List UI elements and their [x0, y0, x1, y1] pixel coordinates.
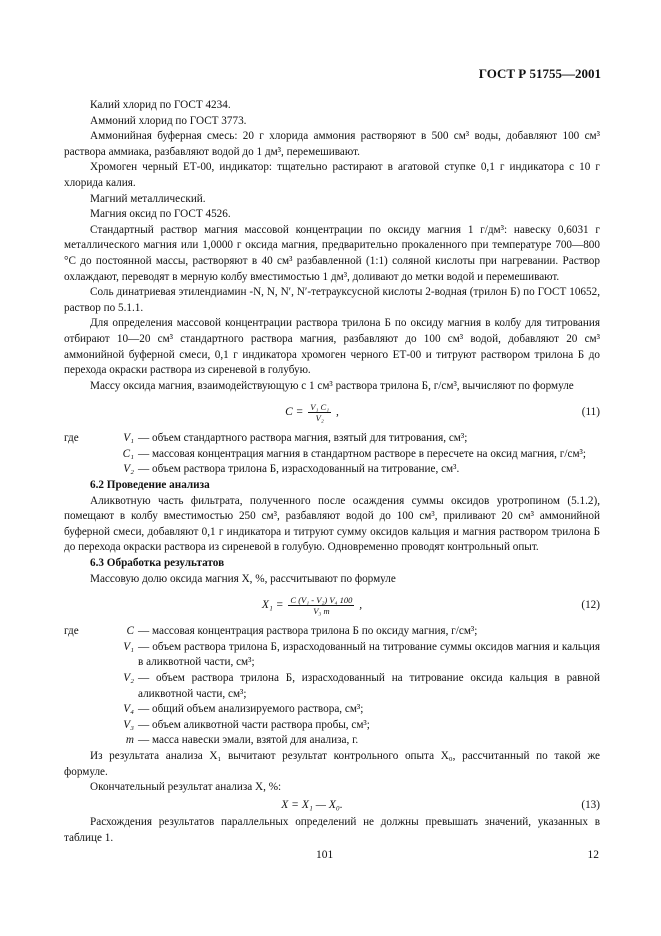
where-lead — [64, 640, 90, 671]
where-row — [64, 447, 600, 463]
paragraph: Хромоген черный ЕТ-00, индикатор: тщательно растирают в агатовой ступке 0,1 г индикатора с 10 г хлорида калия. — [64, 161, 600, 189]
formula-fraction — [308, 402, 331, 423]
paragraph: Калий хлорид по ГОСТ 4234. — [90, 99, 231, 111]
paragraph: Аммоний хлорид по ГОСТ 3773. — [90, 114, 247, 127]
paragraph: Массу оксида магния, взаимодействующую с 1 см³ раствора трилона Б, г/см³, вычисляют по формуле — [90, 379, 574, 392]
where-description: — объем раствора трилона Б, израсходованный на титрование оксида кальция в равной аликвотной части, см³; — [138, 672, 600, 700]
where-list-12 — [64, 624, 600, 749]
section-heading-6-3: 6.3 Обработка результатов — [90, 557, 225, 570]
where-description: — объем стандартного раствора магния, взятый для титрования, см³; — [138, 432, 468, 445]
where-row — [64, 733, 600, 749]
paragraph: Для определения массовой концентрации раствора трилона Б по оксиду магния в колбу для титрования отбирают 10—20 см³ стандартного раствора магния, разбавляют до 100 см³ водой, добавляют 20 см³ аммонийной буферной смеси, 0,1 г индикатора хромоген черного ЕТ-00 и титруют раствором трилона Б до перехода окраски раствора из сиреневой в голубую. — [64, 317, 600, 377]
paragraph: Соль динатриевая этилендиамин -N, N, N′, N′-тетрауксусной кислоты 2-водная (трилон Б) по ГОСТ 10652, раствор по 5.1.1. — [64, 286, 600, 314]
where-description: — объем раствора трилона Б, израсходованный на титрование суммы оксидов магния и кальция в аликвотной части, см³; — [138, 640, 600, 669]
page-number-right: 12 — [587, 849, 599, 861]
where-description: — массовая концентрация раствора трилона Б по оксиду магния, г/см³; — [138, 625, 478, 638]
where-lead — [64, 671, 90, 702]
formula-expression — [64, 402, 560, 423]
where-row — [64, 462, 600, 478]
formula-expression: X = X₁ — X₀. — [281, 798, 343, 811]
fraction-numerator: V₁ C₁ — [310, 402, 330, 413]
paragraph: Из результата анализа X₁ вычитают результат контрольного опыта X₀, рассчитанный по такой же формуле. — [64, 749, 600, 778]
formula-tail: , — [359, 599, 363, 612]
formula-fraction — [288, 595, 354, 616]
where-symbol: C — [126, 625, 134, 638]
section-heading-6-2: 6.2 Проведение анализа — [90, 479, 210, 492]
fraction-numerator: C (V₁ - V₂) V₄ 100 — [290, 595, 353, 606]
where-row — [64, 640, 600, 671]
paragraph: Магний металлический. — [90, 192, 206, 205]
where-lead — [64, 718, 90, 734]
fraction-denominator: V₂ — [315, 413, 324, 424]
paragraph: Расхождения результатов параллельных определений не должны превышать значений, указанных в таблице 1. — [64, 816, 600, 844]
paragraph: Стандартный раствор магния массовой концентрации по оксиду магния 1 г/дм³: навеску 0,6031 г металлического магния или 1,0000 г оксида магния, предварительно прокаленного при температуре 700—800 °С до постоянной массы, растворяют в 40 см³ разбавленной (1:1) соляной кислоты при нагревании. Раствор охлаждают, переводят в мерную колбу вместимостью 1 дм³, доливают до метки водой и перемешивают. — [64, 223, 600, 283]
where-lead — [64, 702, 90, 718]
where-symbol: V₂ — [123, 672, 134, 684]
where-lead — [64, 733, 90, 749]
paragraph: Массовую долю оксида магния X, %, рассчитывают по формуле — [90, 572, 396, 585]
where-symbol: C₁ — [122, 447, 134, 460]
where-symbol: V₃ — [123, 718, 134, 731]
where-row — [64, 671, 600, 702]
where-description: — масса навески эмали, взятой для анализа, г. — [138, 734, 359, 747]
where-row — [64, 431, 600, 447]
where-symbol: V₄ — [123, 703, 134, 716]
where-description: — общий объем анализируемого раствора, см³; — [138, 703, 364, 716]
document-code-header: ГОСТ Р 51755—2001 — [478, 66, 601, 81]
formula-lhs: X₁ = — [261, 599, 284, 612]
paragraph: Окончательный результат анализа X, %: — [90, 781, 282, 794]
page-number-center: 101 — [316, 849, 334, 861]
formula-lhs: C = — [285, 406, 304, 419]
where-symbol: V₁ — [123, 432, 134, 445]
formula-expression — [64, 595, 560, 616]
paragraph: Магния оксид по ГОСТ 4526. — [90, 208, 231, 221]
where-row — [64, 718, 600, 734]
where-lead — [64, 462, 90, 478]
where-lead: где — [64, 625, 79, 638]
where-description: — объем аликвотной части раствора пробы, см³; — [138, 718, 370, 731]
where-lead — [64, 447, 90, 463]
formula-number: (11) — [581, 405, 600, 418]
formula-number: (12) — [581, 598, 600, 611]
where-list-11 — [64, 431, 600, 478]
paragraph: Аммонийная буферная смесь: 20 г хлорида аммония растворяют в 500 см³ воды, добавляют 100 см³ раствора аммиака, разбавляют водой до 1 дм³, перемешивают. — [64, 130, 600, 158]
where-symbol: V₂ — [123, 463, 134, 476]
formula-12 — [64, 595, 600, 616]
formula-number: (13) — [581, 798, 600, 811]
formula-tail: , — [336, 406, 339, 419]
where-symbol: V₁ — [123, 640, 134, 653]
where-row — [64, 702, 600, 718]
where-symbol: m — [125, 734, 134, 747]
paragraph: Аликвотную часть фильтрата, полученного после осаждения суммы оксидов уротропином (5.1.2), помещают в колбу вместимостью 250 см³, разбавляют водой до 100 см³, приливают 20 см³ аммонийной буферной смеси, добавляют 0,1 г индикатора и титруют сумму оксидов кальция и магния раствором трилона Б до перехода окраски раствора из сиреневой в голубую. Одновременно проводят контрольный опыт. — [64, 494, 600, 554]
document-body — [64, 98, 600, 847]
where-lead: где — [64, 432, 79, 445]
formula-11 — [64, 402, 600, 423]
fraction-denominator: V₃ m — [313, 606, 330, 617]
formula-13 — [64, 798, 600, 814]
where-row — [64, 624, 600, 640]
where-description: — объем раствора трилона Б, израсходованный на титрование, см³. — [138, 463, 460, 476]
where-description: — массовая концентрация магния в стандартном растворе в пересчете на оксид магния, г/см³; — [138, 447, 586, 460]
